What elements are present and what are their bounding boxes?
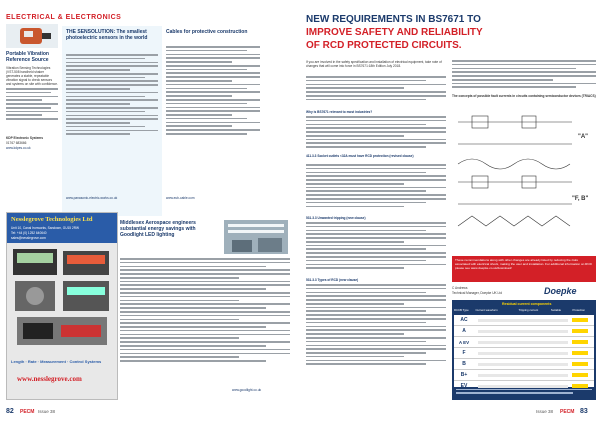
header-tripping: Tripping current: [518, 308, 539, 312]
subhead-socket-outlets: 411.3.3 Socket outlets <32A must have RCD protection (revised clause): [306, 154, 414, 158]
header-suitable: Suitable: [550, 308, 562, 312]
callout-box: [452, 256, 596, 282]
table-row: [454, 315, 594, 326]
headline-line1: NEW REQUIREMENTS IN BS7671 TO: [306, 14, 481, 25]
subhead-unwanted-tripping: 531.3.3 Unwanted tripping (new clause): [306, 216, 366, 220]
product2-box: [62, 26, 162, 216]
row-type: EV: [460, 383, 468, 389]
table-row: [454, 359, 594, 370]
row-type: A EV: [458, 339, 470, 345]
callout-text: These recommendations along with other changes are already listed by reducing the risks associated with electrical shock, making the user and installation. For additional information on RCD please see www.doepke.co.uk/download/: [455, 258, 592, 270]
header-waveform: Current waveform: [475, 308, 498, 312]
product1-title: Portable Vibration Reference Source: [6, 51, 49, 63]
header-type: RCCB Type: [454, 308, 469, 312]
figure-label-a: "A": [578, 134, 589, 140]
table-row: [454, 348, 594, 359]
author-role: Technical Manager, Doepke UK Ltd: [452, 291, 502, 295]
author-name: C Andrews: [452, 286, 468, 290]
product1-company: KDP Electronic Systems: [6, 136, 43, 140]
left-page-number: 82: [6, 408, 14, 415]
nesslegrove-header: [7, 213, 117, 243]
nesslegrove-tel: Tel: +44 (0) 1252 640640: [11, 231, 47, 235]
product2-title: THE SENSOLUTION: The smallest photoelectric sensors in the world: [66, 29, 148, 41]
product2-link[interactable]: www.panasonic-electric-works.co.uk: [66, 196, 118, 200]
row-type: B+: [460, 372, 468, 378]
factory-lighting-photo: [224, 220, 288, 254]
right-page-number: 83: [580, 408, 588, 415]
row-type: A: [462, 328, 466, 334]
subhead-types-of-rcd: 531.3.3 Types of RCD (new clause): [306, 278, 359, 282]
right-mag-name: PECM: [560, 409, 575, 415]
nesslegrove-company: Nesslegrove Technologies Ltd: [11, 216, 93, 223]
nesslegrove-address: Unit 10, Canal Ironworks, Sandown, GU15 2RW: [11, 226, 79, 230]
product1-text: Vibration Sensing Technologies (VST-508 handheld shaker generates a stable, repeatable vibration signal to check sensors and systems on site with confidence.: [6, 66, 58, 86]
headline-line2: IMPROVE SAFETY AND RELIABILITY: [306, 27, 483, 38]
rcd-table-body: [454, 315, 594, 387]
product1-body: [6, 66, 58, 130]
middlesex-title: Middlesex Aerospace engineers substantial energy savings with Goodlight LED lighting: [120, 220, 196, 238]
right-issue: Issue 38: [536, 409, 554, 414]
figure-label-fb: "F, B": [572, 196, 589, 202]
rcd-table-title: Residual current components: [502, 302, 552, 306]
middlesex-link[interactable]: www.goodlight.co.uk: [232, 388, 262, 392]
headline-line3: OF RCD PROTECTED CIRCUITS.: [306, 40, 462, 51]
product3-title: Cables for protective construction: [166, 29, 248, 35]
article-column-1: [306, 60, 446, 400]
vibration-shaker-illustration: [6, 24, 58, 48]
product1-phone: 01767 683666: [6, 141, 27, 145]
left-mag-name: PECM: [20, 409, 35, 415]
rcd-table-headers: [454, 308, 594, 314]
row-type: B: [462, 361, 466, 367]
subhead-why-relevant: Why is BS7671 relevant to most industries?: [306, 110, 373, 114]
rcd-table: [452, 300, 596, 400]
left-footer: [0, 404, 300, 424]
product1-image: [6, 24, 58, 48]
fault-current-figure: [452, 104, 596, 252]
section-title: ELECTRICAL & ELECTRONICS: [6, 14, 122, 21]
doepke-logo: Doepke: [544, 286, 577, 296]
figure-caption: The concepts of possible fault currents in circuits containing semiconductor devices (TRIACS): [452, 94, 596, 98]
row-type: F: [462, 350, 466, 356]
nesslegrove-web[interactable]: www.nesslegrove.com: [17, 375, 82, 383]
table-row: [454, 326, 594, 337]
product1-web[interactable]: www.kdpes.co.uk: [6, 146, 31, 150]
header-protection: Protection: [572, 308, 586, 312]
article-intro: If you are involved in the safety specification and installation of electrical equipment, take note of changes that will come into force in BS7671:18th Edition July 2018.: [306, 60, 442, 68]
middlesex-photo: [224, 220, 288, 254]
measurement-devices-illustration: [11, 247, 113, 351]
table-row: [454, 337, 594, 348]
left-issue: Issue 38: [38, 409, 56, 414]
row-type: AC: [460, 317, 468, 323]
middlesex-article: [120, 220, 290, 400]
nesslegrove-ad: [6, 212, 118, 400]
circuit-diagram: [452, 104, 596, 252]
right-page: [300, 0, 600, 424]
table-row: [454, 370, 594, 381]
nesslegrove-slogan: Length · Rate · Measurement · Control Systems: [11, 359, 102, 364]
product3-column: [164, 26, 264, 216]
right-footer: [300, 404, 600, 424]
product3-link[interactable]: www.eub-cable.com: [166, 196, 195, 200]
nesslegrove-email: sales@nesslegrove.com: [11, 236, 46, 240]
